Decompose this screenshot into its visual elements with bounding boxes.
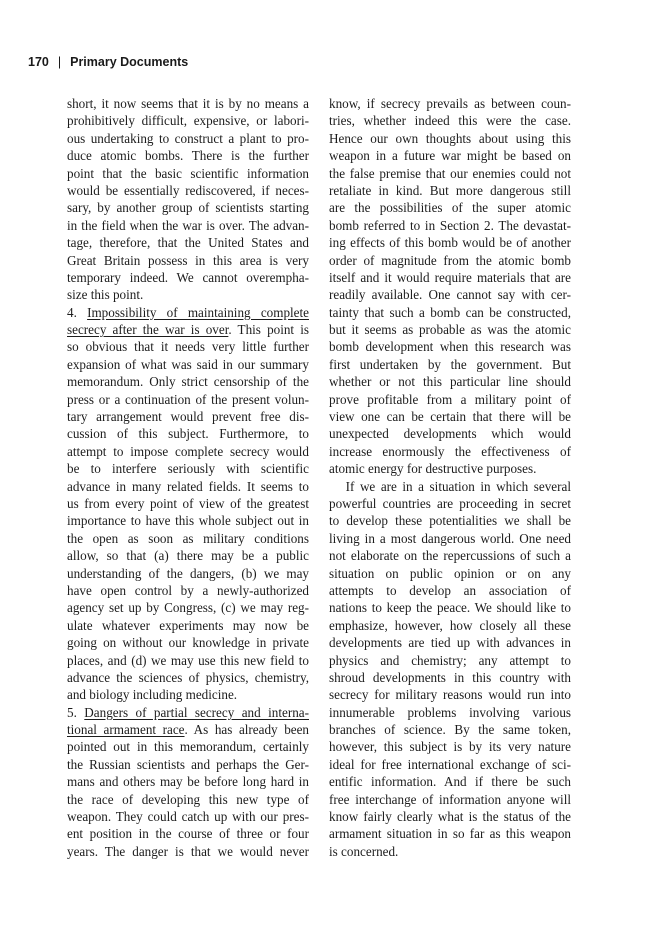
text-segment: so obvious that it needs very little further xyxy=(67,339,309,355)
text-line xyxy=(329,738,571,755)
page-number: 170 xyxy=(28,55,49,69)
text-line xyxy=(67,356,309,373)
text-line xyxy=(67,791,309,808)
text-segment: powerful countries are proceeding in secret xyxy=(329,495,571,511)
text-line xyxy=(67,773,309,790)
text-segment: advance the sciences of physics, chemistry, xyxy=(67,669,309,685)
text-segment: attempts to develop an association of xyxy=(329,582,571,598)
text-line xyxy=(67,721,309,738)
text-segment: tries, whether indeed this were the case. xyxy=(329,113,571,129)
text-line xyxy=(329,182,571,199)
text-line xyxy=(67,582,309,599)
text-segment: not elaborate on the repercussions of such a xyxy=(329,548,571,564)
text-segment: mans and others may be before long hard in xyxy=(67,774,309,790)
text-segment: memorandum. Only strict censorship of the xyxy=(67,374,309,390)
text-line xyxy=(329,634,571,651)
running-header xyxy=(28,55,188,69)
text-segment: increase enormously the effectiveness of xyxy=(329,443,571,459)
text-line xyxy=(329,356,571,373)
text-line xyxy=(329,95,571,112)
text-line xyxy=(67,408,309,425)
text-segment: agency set up by Congress, (c) we may reg- xyxy=(67,600,309,616)
text-segment: secrecy for military reasons would run into xyxy=(329,687,571,703)
text-line xyxy=(67,738,309,755)
text-line xyxy=(67,617,309,634)
text-line xyxy=(67,304,309,321)
text-line xyxy=(67,512,309,529)
text-line xyxy=(67,199,309,216)
text-line xyxy=(67,425,309,442)
text-segment: living in a most dangerous world. One need xyxy=(329,530,571,546)
text-line xyxy=(67,495,309,512)
text-line xyxy=(329,704,571,721)
text-line xyxy=(329,338,571,355)
text-line xyxy=(329,547,571,564)
text-line xyxy=(67,843,309,860)
text-line xyxy=(67,652,309,669)
text-segment: ulate whatever experiments may now be xyxy=(67,617,309,633)
text-line xyxy=(67,686,309,703)
text-line xyxy=(67,756,309,773)
text-segment: developments are tied up with advances in xyxy=(329,635,571,651)
text-segment: importance to have this whole subject out in xyxy=(67,513,309,529)
text-line xyxy=(329,669,571,686)
header-separator: | xyxy=(57,55,62,69)
right-text-column xyxy=(329,95,571,860)
text-segment: retaliate in kind. But more dangerous still xyxy=(329,182,571,198)
text-segment: would be essentially rediscovered, if neces- xyxy=(67,182,309,198)
text-segment: cussion of this subject. Furthermore, to xyxy=(67,426,309,442)
text-line xyxy=(329,321,571,338)
text-segment: size this point. xyxy=(67,287,144,303)
text-segment: entific information. And if there be such xyxy=(329,774,571,790)
text-line xyxy=(67,565,309,582)
text-segment: bomb referred to in Section 2. The devastat- xyxy=(329,217,571,233)
text-segment: . This point is xyxy=(228,322,309,338)
text-segment: expansion of what was said in our summary xyxy=(67,356,309,372)
text-segment: going on without our knowledge in private xyxy=(67,635,309,651)
text-segment: emphasize, however, how closely all these xyxy=(329,617,571,633)
text-line xyxy=(67,321,309,338)
text-segment: branches of science. By the same token, xyxy=(329,722,571,738)
text-line xyxy=(67,478,309,495)
text-line xyxy=(67,530,309,547)
underlined-heading-text: Impossibility of maintaining complete xyxy=(87,304,309,320)
text-line xyxy=(329,686,571,703)
text-line xyxy=(329,112,571,129)
text-line xyxy=(329,808,571,825)
text-segment: ing effects of this bomb would be of another xyxy=(329,235,571,251)
text-line xyxy=(329,512,571,529)
text-line xyxy=(329,217,571,234)
text-segment: bomb development when this research was xyxy=(329,339,571,355)
text-segment: be to interfere seriously with scientific xyxy=(67,461,309,477)
text-segment: tary arrangement would prevent free dis- xyxy=(67,409,309,425)
underlined-heading-text: Dangers of partial secrecy and interna- xyxy=(84,704,309,720)
text-line xyxy=(329,582,571,599)
text-line xyxy=(329,165,571,182)
text-line xyxy=(329,843,571,860)
text-segment: know, if secrecy prevails as between coun- xyxy=(329,96,571,111)
text-line xyxy=(329,756,571,773)
text-line xyxy=(329,269,571,286)
text-line xyxy=(67,95,309,112)
text-segment: unexpected developments which would xyxy=(329,426,571,442)
text-line xyxy=(67,217,309,234)
text-segment: and biology including medicine. xyxy=(67,687,238,703)
text-line xyxy=(67,547,309,564)
text-line xyxy=(67,182,309,199)
text-segment: sary, by another group of scientists starting xyxy=(67,200,309,216)
text-segment: understanding of the dangers, (b) we may xyxy=(67,565,309,581)
text-line xyxy=(67,234,309,251)
text-segment: itself and it would require materials that are xyxy=(329,269,571,285)
text-segment: in the field when the war is over. The advan- xyxy=(67,217,309,233)
text-segment: pointed out in this memorandum, certainly xyxy=(67,739,309,755)
text-line xyxy=(329,304,571,321)
text-segment: the Russian scientists and perhaps the Ger- xyxy=(67,756,309,772)
text-segment: press or a continuation of the present volun- xyxy=(67,391,309,407)
text-line xyxy=(67,825,309,842)
text-line xyxy=(329,391,571,408)
text-segment: tainty that such a bomb can be constructed, xyxy=(329,304,571,320)
text-segment: however, this subject is by its very nature xyxy=(329,739,571,755)
text-line xyxy=(67,460,309,477)
text-line xyxy=(329,565,571,582)
text-segment: years. The danger is that we would never xyxy=(67,843,309,859)
text-line xyxy=(329,530,571,547)
text-line xyxy=(329,721,571,738)
text-line xyxy=(329,199,571,216)
text-segment: temporary indeed. We cannot overempha- xyxy=(67,269,309,285)
text-line xyxy=(329,373,571,390)
text-line xyxy=(329,478,571,495)
text-segment: free interchange of information anyone will xyxy=(329,791,571,807)
text-segment: tage, therefore, that the United States and xyxy=(67,235,309,251)
text-line xyxy=(67,704,309,721)
text-segment: ent position in the course of three or four xyxy=(67,826,309,842)
text-line xyxy=(329,443,571,460)
text-segment: If we are in a situation in which several xyxy=(329,478,571,494)
text-line xyxy=(329,130,571,147)
left-text-column xyxy=(67,95,309,860)
text-segment: the race of developing this new type of xyxy=(67,791,309,807)
text-segment: duce atomic bombs. There is the further xyxy=(67,148,309,164)
text-line xyxy=(67,443,309,460)
text-line xyxy=(329,617,571,634)
text-segment: know fairly clearly what is the status of the xyxy=(329,809,571,825)
text-line xyxy=(329,791,571,808)
text-segment: weapon in a future war might be based on xyxy=(329,148,571,164)
text-segment: order of magnitude from the atomic bomb xyxy=(329,252,571,268)
text-line xyxy=(67,373,309,390)
text-segment: 4. xyxy=(67,304,88,320)
text-segment: innumerable problems involving various xyxy=(329,704,571,720)
text-segment: readily available. One cannot say with cer- xyxy=(329,287,571,303)
text-segment: Hence our own thoughts about using this xyxy=(329,130,571,146)
text-line xyxy=(329,408,571,425)
text-segment: places, and (d) we may use this new field to xyxy=(67,652,309,668)
text-line xyxy=(329,425,571,442)
text-segment: first undertaken by the government. But xyxy=(329,356,571,372)
text-line xyxy=(329,599,571,616)
text-segment: to develop these potentialities we shall be xyxy=(329,513,571,529)
text-segment: point that the basic scientific information xyxy=(67,165,309,181)
text-segment: the open as soon as military conditions xyxy=(67,530,309,546)
text-segment: advance in many related fields. It seems to xyxy=(67,478,309,494)
text-line xyxy=(67,165,309,182)
text-segment: ous undertaking to construct a plant to pro- xyxy=(67,130,309,146)
text-line xyxy=(329,147,571,164)
text-segment: prohibitively difficult, expensive, or labori- xyxy=(67,113,309,129)
text-segment: the false premise that our enemies could not xyxy=(329,165,571,181)
text-line xyxy=(67,130,309,147)
text-segment: ideal for free international exchange of sci- xyxy=(329,756,571,772)
text-segment: but it seems as probable as was the atomic xyxy=(329,322,571,338)
text-segment: view one can be certain that there will be xyxy=(329,409,571,425)
text-line xyxy=(67,669,309,686)
text-segment: atomic energy for destructive purposes. xyxy=(329,461,537,477)
text-segment: weapon. They could catch up with our pres- xyxy=(67,809,309,825)
text-segment: short, it now seems that it is by no means a xyxy=(67,96,309,111)
text-segment: have open control by a newly-authorized xyxy=(67,582,309,598)
text-line xyxy=(67,808,309,825)
text-segment: shroud developments in this country with xyxy=(329,669,571,685)
text-segment: attempt to impose complete secrecy would xyxy=(67,443,309,459)
text-line xyxy=(67,634,309,651)
text-segment: allow, so that (a) there may be a public xyxy=(67,548,309,564)
text-line xyxy=(329,652,571,669)
underlined-heading-text: secrecy after the war is over xyxy=(67,322,229,338)
text-line xyxy=(329,234,571,251)
text-line xyxy=(329,773,571,790)
text-line xyxy=(329,495,571,512)
text-line xyxy=(329,825,571,842)
underlined-heading-text: tional armament race xyxy=(67,722,185,738)
text-line xyxy=(67,391,309,408)
text-segment: are the possibilities of the super atomic xyxy=(329,200,571,216)
text-line xyxy=(67,269,309,286)
text-line xyxy=(67,147,309,164)
text-line xyxy=(67,599,309,616)
text-segment: Great Britain possess in this area is very xyxy=(67,252,309,268)
text-segment: prove profitable from a military point of xyxy=(329,391,571,407)
text-segment: physics and chemistry; any attempt to xyxy=(329,652,571,668)
text-line xyxy=(329,460,571,477)
text-segment: 5. xyxy=(67,704,85,720)
text-line xyxy=(67,338,309,355)
text-segment: whether or not this particular line should xyxy=(329,374,571,390)
text-segment: armament situation in so far as this weapon xyxy=(329,826,571,842)
text-segment: nations to keep the peace. We should like to xyxy=(329,600,571,616)
text-segment: . As has already been xyxy=(184,722,310,738)
section-title: Primary Documents xyxy=(70,55,189,69)
text-segment: situation on public opinion or on any xyxy=(329,565,571,581)
text-line xyxy=(67,286,309,303)
text-segment: is concerned. xyxy=(329,843,399,859)
text-segment: us from every point of view of the greatest xyxy=(67,495,309,511)
text-line xyxy=(67,112,309,129)
text-line xyxy=(329,286,571,303)
text-line xyxy=(67,252,309,269)
text-line xyxy=(329,252,571,269)
